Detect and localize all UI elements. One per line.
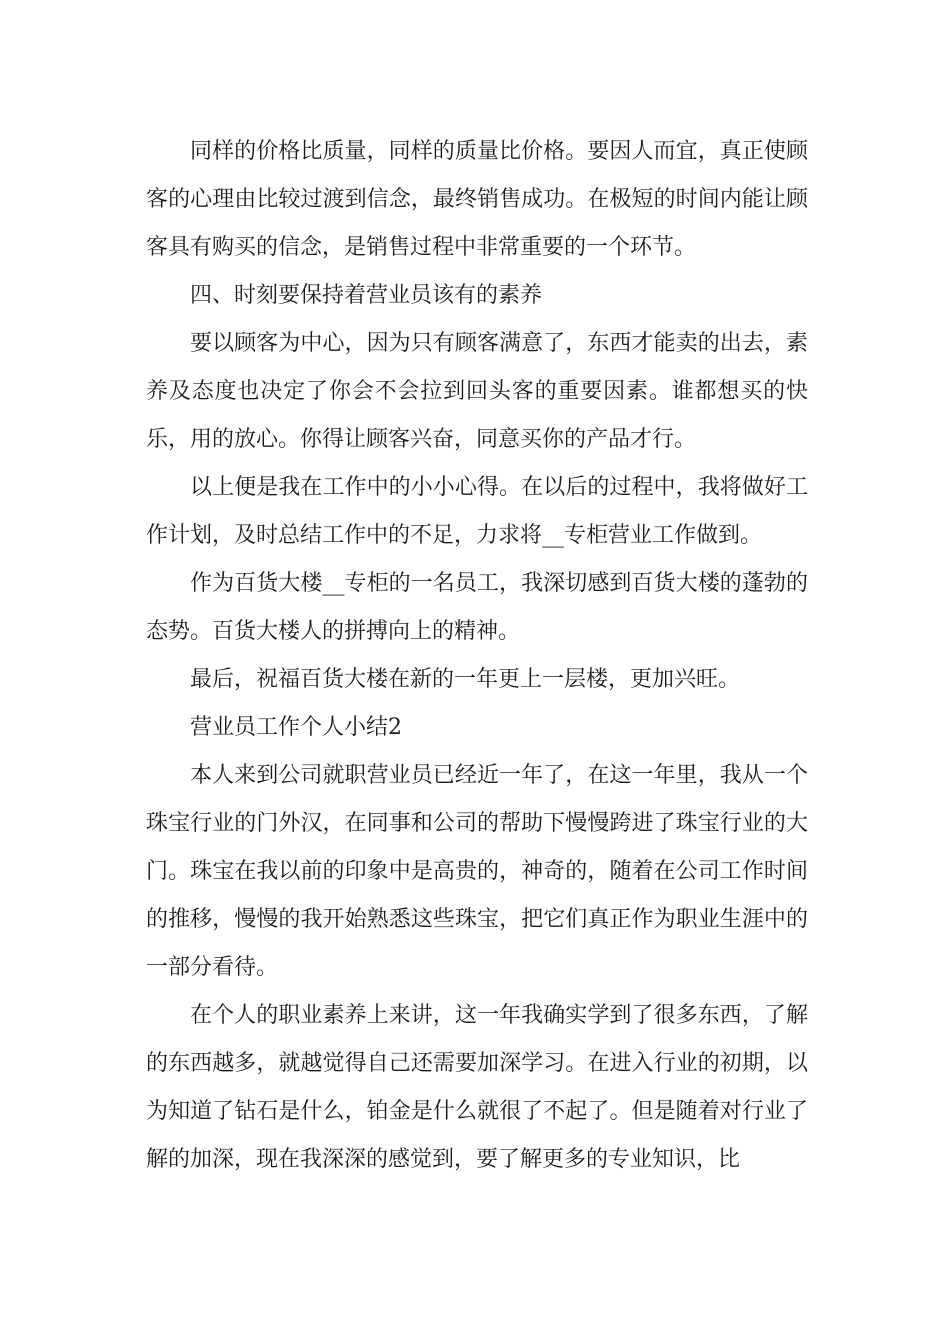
section-heading-4: 四、时刻要保持着营业员该有的素养 bbox=[190, 283, 543, 308]
paragraph-blessing: 最后，祝福百货大楼在新的一年更上一层楼，更加兴旺。 bbox=[190, 667, 741, 692]
paragraph-employee: 作为百货大楼__专柜的一名员工，我深切感到百货大楼的蓬勃的态势。百货大楼人的拼搏向上的精神。 bbox=[146, 571, 808, 644]
section-title-summary-2: 营业员工作个人小结2 bbox=[190, 715, 402, 740]
paragraph-customer-center: 要以顾客为中心，因为只有顾客满意了，东西才能卖的出去，素养及态度也决定了你会不会拉到回头客的重要因素。谁都想买的快乐，用的放心。你得让顾客兴奋，同意买你的产品才行。 bbox=[146, 331, 808, 452]
paragraph-professional-quality: 在个人的职业素养上来讲，这一年我确实学到了很多东西，了解的东西越多，就越觉得自己还需要加深学习。在进入行业的初期，以为知道了钻石是什么，铂金是什么就很了不起了。但是随着对行业了解的加深，现在我深深的感觉到，要了解更多的专业知识，比 bbox=[146, 1003, 808, 1172]
paragraph-intro-jewelry: 本人来到公司就职营业员已经近一年了，在这一年里，我从一个珠宝行业的门外汉，在同事和公司的帮助下慢慢跨进了珠宝行业的大门。珠宝在我以前的印象中是高贵的，神奇的，随着在公司工作时间的推移，慢慢的我开始熟悉这些珠宝，把它们真正作为职业生涯中的一部分看待。 bbox=[146, 763, 808, 980]
document-body bbox=[146, 128, 808, 1184]
paragraph-price-quality: 同样的价格比质量，同样的质量比价格。要因人而宜，真正使顾客的心理由比较过渡到信念，最终销售成功。在极短的时间内能让顾客具有购买的信念，是销售过程中非常重要的一个环节。 bbox=[146, 139, 808, 260]
paragraph-summary: 以上便是我在工作中的小小心得。在以后的过程中，我将做好工作计划，及时总结工作中的不足，力求将__专柜营业工作做到。 bbox=[146, 475, 808, 548]
